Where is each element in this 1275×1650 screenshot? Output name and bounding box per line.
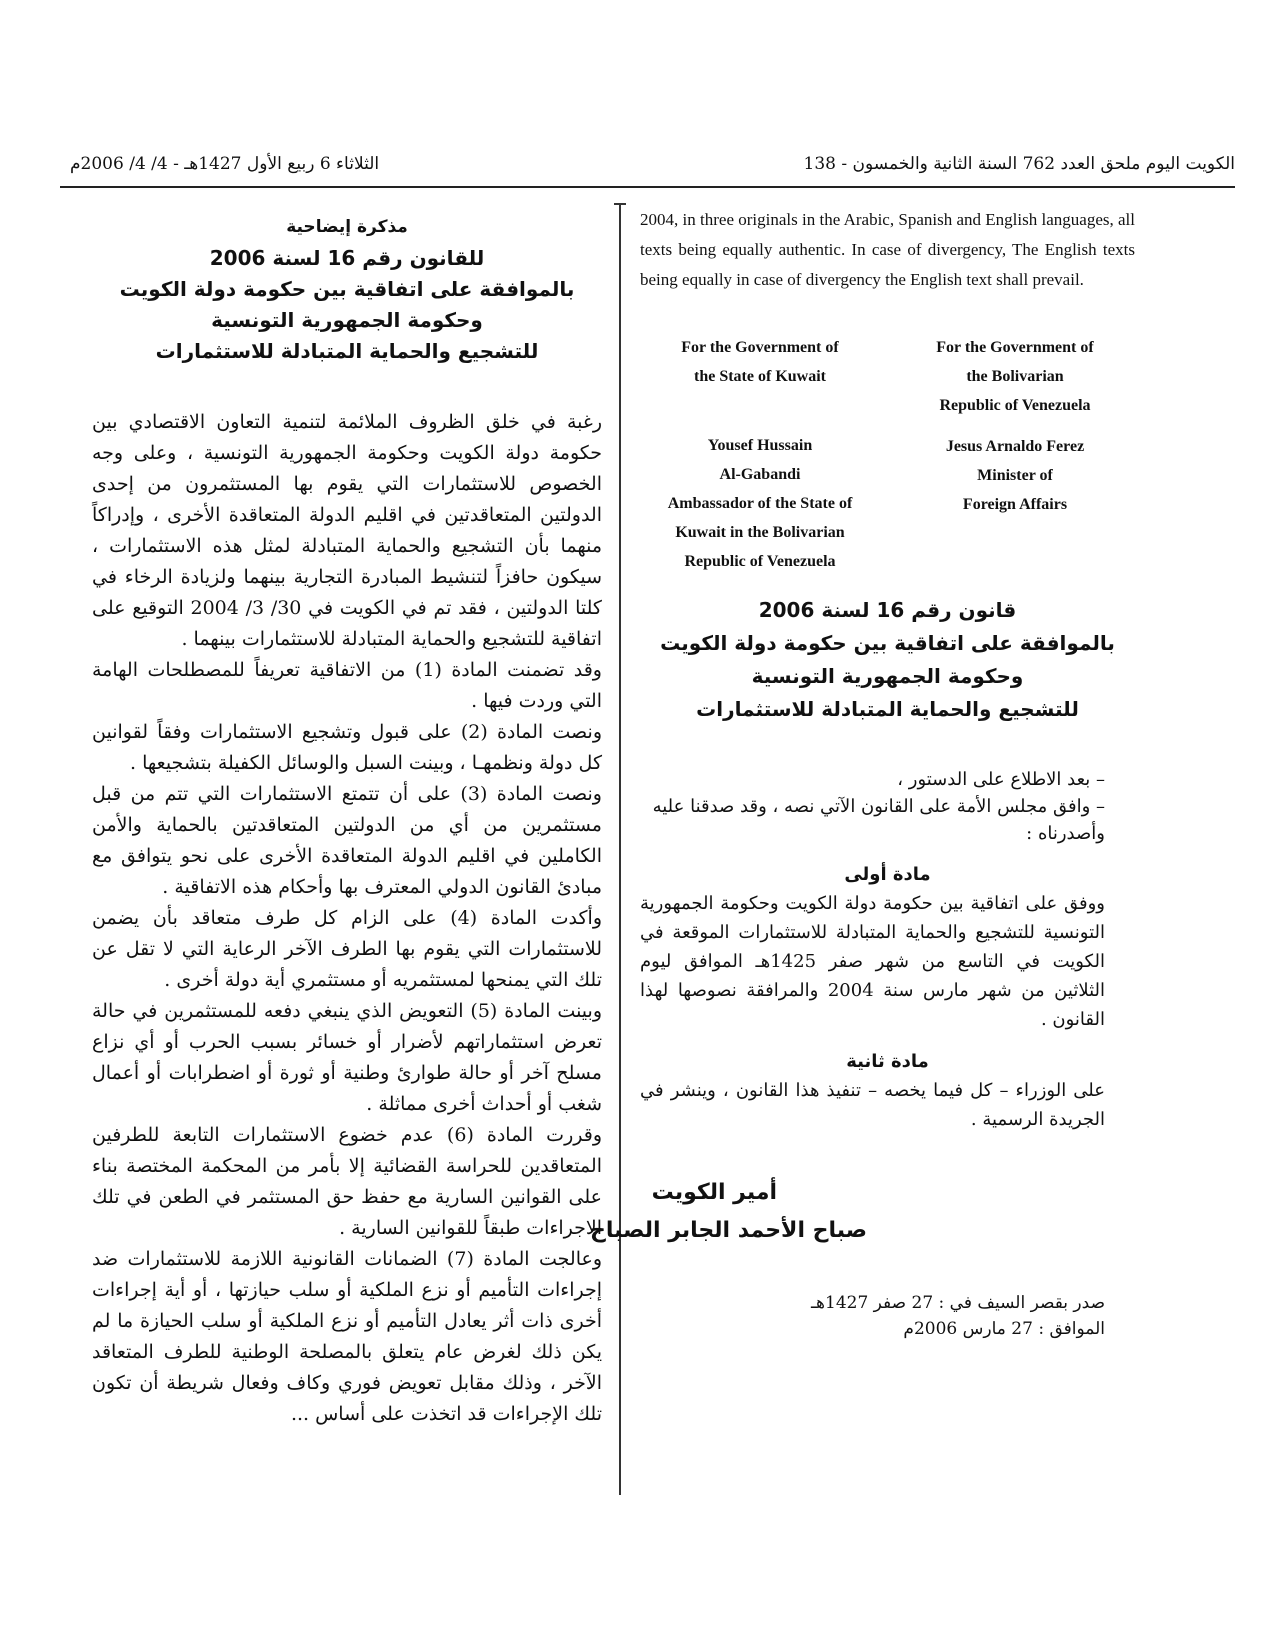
memo-paragraph: وقد تضمنت المادة (1) من الاتفاقية تعريفاً للمصطلحات الهامة التي وردت فيها .	[92, 659, 602, 712]
sig-heading: For the Government of	[681, 339, 839, 356]
memo-paragraph: ونصت المادة (2) على قبول وتشجيع الاستثمارات وفقاً لقوانين كل دولة ونظمهـا ، وبينت السبل والوسائل الكفيلة بتشجيعها .	[92, 721, 602, 774]
sig-heading: For the Government of	[936, 339, 1094, 356]
memo-body	[92, 407, 602, 1430]
memo-title-line: مذكرة إيضاحية	[286, 217, 408, 237]
column-divider	[619, 205, 621, 1495]
article-1-body: ووفق على اتفاقية بين حكومة دولة الكويت وحكومة الجمهورية التونسية للتشجيع والحماية المتبادلة للاستثمارات الموقعة في الكويت في التاسع من شهر صفر 1425هـ الموافق ليوم الثلاثين من شهر مارس سنة 2004 والمرافقة نصوصها لهذا القانون .	[640, 893, 1105, 1030]
header-rule	[60, 186, 1235, 188]
memo-paragraph: وقررت المادة (6) عدم خضوع الاستثمارات التابعة للطرفين المتعاقدين للحراسة القضائية إلا بأمر من المحكمة المختصة بناء على القوانين السارية مع حفظ حق المستثمر في الطعن في تلك الاجراءات طبقاً للقوانين السارية .	[92, 1124, 602, 1239]
signature-venezuela	[895, 333, 1135, 576]
memo-title-line: وحكومة الجمهورية التونسية	[211, 308, 483, 332]
explanatory-memo	[92, 212, 602, 1430]
memo-title	[92, 212, 602, 367]
english-closing-paragraph: 2004, in three originals in the Arabic, Spanish and English languages, all texts being equally authentic. In case of divergency, The English texts being equally in case of divergency the English text shall prevail.	[640, 210, 1135, 289]
sig-heading: the State of Kuwait	[694, 368, 826, 385]
memo-paragraph: وبينت المادة (5) التعويض الذي ينبغي دفعه للمستثمرين في حالة تعرض استثماراتهم لأضرار أو خسائر بسبب الحرب أو أي نزاع مسلح آخر أو حالة طوارئ وطنية أو ثورة أو اضطرابات أو أعمال شغب أو أحداث أخرى مماثلة .	[92, 1000, 602, 1115]
memo-paragraph: رغبة في خلق الظروف الملائمة لتنمية التعاون الاقتصادي بين حكومة دولة الكويت وحكومة الجمهورية التونسية ، وعلى وجه الخصوص للاستثمارات التي يقوم بها المستثمرون من إحدى الدولتين المتعاقدتين في اقليم الدولة المتعاقدة الأخرى ، وإدراكاً منهما بأن التشجيع والحماية المتبادلة لمثل هذه الاستثمارات ، سيكون حافزاً لتنشيط المبادرة التجارية بينهما ولزيادة الرخاء في كلتا الدولتين ، فقد تم في الكويت في 30/ 3/ 2004 التوقيع على اتفاقية للتشجيع والحماية المتبادلة للاستثمارات بينهما .	[92, 411, 602, 650]
sig-heading: the Bolivarian	[966, 368, 1064, 385]
page-header	[60, 150, 1235, 190]
signatory-title: Republic of Venezuela	[684, 553, 836, 570]
right-column	[589, 205, 1135, 1342]
signatory-title: Ambassador of the State of	[667, 495, 853, 512]
memo-paragraph: ونصت المادة (3) على أن تتمتع الاستثمارات التي تتم من قبل مستثمرين من أي من الدولتين المتعاقدتين بالحماية والأمن الكاملين في اقليم الدولة المتعاقدة الأخرى على نحو يتوافق مع مبادئ القانون الدولي المعترف بها وأحكام هذه الاتفاقية .	[92, 783, 602, 898]
law-title-line: قانون رقم 16 لسنة 2006	[758, 598, 1017, 622]
signature-kuwait	[640, 333, 880, 576]
issue-date-block	[640, 1290, 1135, 1342]
signature-block	[640, 333, 1135, 576]
emir-signature	[589, 1174, 1135, 1250]
memo-paragraph: وعالجت المادة (7) الضمانات القانونية اللازمة للاستثمارات ضد إجراءات التأميم أو نزع الملكية أو سلب حيازتها ، أو أية إجراءات أخرى ذات أثر يعادل التأميم أو نزع الملكية أو سلب الحيازة ما لم يكن ذلك لغرض عام يتعلق بالمصلحة الوطنية للطرف المتعاقد الآخر ، وذلك مقابل تعويض فوري وكاف وفعال شريطة أن تكون تلك الإجراءات قد اتخذت على أساس ...	[92, 1248, 602, 1425]
law-title-line: بالموافقة على اتفاقية بين حكومة دولة الكويت	[660, 631, 1115, 655]
header-date: الثلاثاء 6 ربيع الأول 1427هـ - 4/ 4/ 2006م	[70, 154, 380, 174]
article-1-heading: مادة أولى	[844, 864, 931, 885]
sig-heading: Republic of Venezuela	[939, 397, 1091, 414]
header-publication: الكويت اليوم ملحق العدد 762 السنة الثانية والخمسون - 138	[803, 154, 1235, 174]
law-title-line: للتشجيع والحماية المتبادلة للاستثمارات	[696, 697, 1079, 721]
emir-name: صباح الأحمد الجابر الصباح	[589, 1218, 867, 1243]
law-title	[640, 594, 1135, 726]
law-preamble	[640, 766, 1135, 847]
signatory-name: Al-Gabandi	[719, 466, 801, 483]
issued-line: صدر بقصر السيف في : 27 صفر 1427هـ	[811, 1293, 1105, 1313]
signatory-title: Kuwait in the Bolivarian	[675, 524, 845, 541]
memo-title-line: بالموافقة على اتفاقية بين حكومة دولة الكويت	[119, 277, 575, 301]
signatory-title: Foreign Affairs	[962, 496, 1068, 513]
article-2-heading: مادة ثانية	[846, 1051, 929, 1072]
article-2-body: على الوزراء – كل فيما يخصه – تنفيذ هذا القانون ، وينشر في الجريدة الرسمية .	[640, 1080, 1105, 1130]
signatory-name: Yousef Hussain	[707, 437, 813, 454]
memo-paragraph: وأكدت المادة (4) على الزام كل طرف متعاقد بأن يضمن للاستثمارات التي يقوم بها الطرف الآخر الرعاية التي لا تقل عن تلك التي يمنحها لمستثمريه أو مستثمري أية دولة أخرى .	[92, 907, 603, 991]
preamble-line: – وافق مجلس الأمة على القانون الآتي نصه ، وقد صدقنا عليه وأصدرناه :	[652, 796, 1105, 844]
signatory-name: Jesus Arnaldo Ferez	[945, 438, 1085, 455]
corresponding-date-line: الموافق : 27 مارس 2006م	[903, 1319, 1105, 1339]
memo-title-line: للقانون رقم 16 لسنة 2006	[209, 246, 485, 270]
memo-title-line: للتشجيع والحماية المتبادلة للاستثمارات	[155, 339, 539, 363]
preamble-line: – بعد الاطلاع على الدستور ،	[897, 769, 1105, 790]
law-title-line: وحكومة الجمهورية التونسية	[751, 664, 1024, 688]
signatory-title: Minister of	[977, 467, 1053, 484]
emir-title: أمير الكويت	[651, 1180, 777, 1205]
